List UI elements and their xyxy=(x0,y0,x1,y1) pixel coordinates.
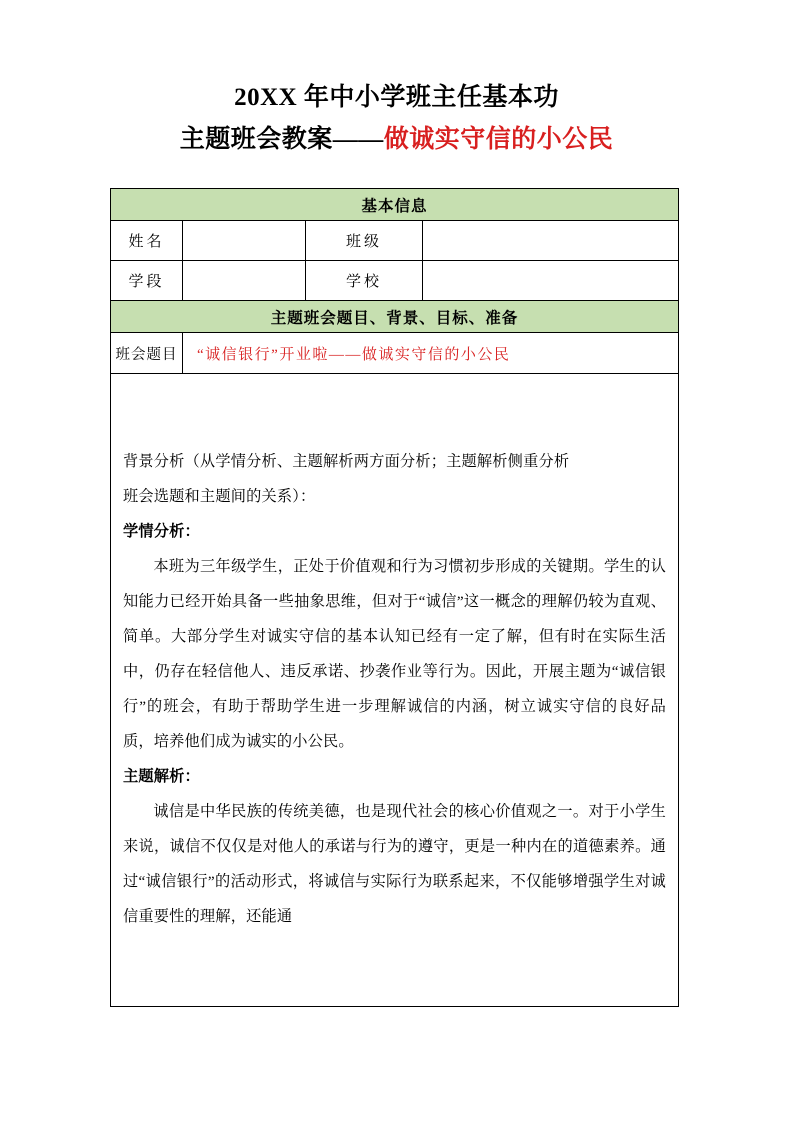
lesson-plan-table xyxy=(110,188,679,1007)
section-header-theme: 主题班会题目、背景、目标、准备 xyxy=(111,301,679,333)
heading-student-analysis: 学情分析： xyxy=(123,523,200,540)
table-row-stage-school xyxy=(111,261,679,301)
title-line-1: 20XX 年中小学班主任基本功 xyxy=(234,84,559,111)
background-prompt-line-2: 班会选题和主题间的关系）： xyxy=(123,488,316,505)
title-line-2-red: 做诚实守信的小公民 xyxy=(383,126,614,153)
label-class: 班级 xyxy=(306,221,423,261)
title-line-2-black: 主题班会教案—— xyxy=(179,126,384,153)
title-line-2 xyxy=(58,122,735,158)
table-row-topic xyxy=(111,333,679,374)
table-row-background xyxy=(111,374,679,1007)
label-topic: 班会题目 xyxy=(111,333,183,374)
label-stage: 学段 xyxy=(111,261,183,301)
page-title xyxy=(58,80,735,158)
field-stage[interactable] xyxy=(183,261,306,301)
table-row-name-class xyxy=(111,221,679,261)
field-class[interactable] xyxy=(423,221,679,261)
section-header-basic-info: 基本信息 xyxy=(111,189,679,221)
label-name: 姓名 xyxy=(111,221,183,261)
table-row-basic-info-header xyxy=(111,189,679,221)
paragraph-student-analysis: 本班为三年级学生，正处于价值观和行为习惯初步形成的关键期。学生的认知能力已经开始具备一些抽象思维，但对于“诚信”这一概念的理解仍较为直观、简单。大部分学生对诚实守信的基本认知已经有一定了解，但有时在实际生活中，仍存在轻信他人、违反承诺、抄袭作业等行为。因此，开展主题为“诚信银行”的班会，有助于帮助学生进一步理解诚信的内涵，树立诚实守信的良好品质，培养他们成为诚实的小公民。 xyxy=(123,558,667,750)
background-analysis-cell[interactable] xyxy=(111,374,679,1007)
field-school[interactable] xyxy=(423,261,679,301)
field-name[interactable] xyxy=(183,221,306,261)
field-topic[interactable]: “诚信银行”开业啦——做诚实守信的小公民 xyxy=(183,333,679,374)
table-row-theme-header xyxy=(111,301,679,333)
paragraph-theme-analysis: 诚信是中华民族的传统美德，也是现代社会的核心价值观之一。对于小学生来说，诚信不仅仅是对他人的承诺与行为的遵守，更是一种内在的道德素养。通过“诚信银行”的活动形式，将诚信与实际行为联系起来，不仅能够增强学生对诚信重要性的理解，还能通 xyxy=(123,803,667,925)
background-prompt-line-1: 背景分析（从学情分析、主题解析两方面分析；主题解析侧重分析 xyxy=(123,453,570,470)
label-school: 学校 xyxy=(306,261,423,301)
heading-theme-analysis: 主题解析： xyxy=(123,768,200,785)
